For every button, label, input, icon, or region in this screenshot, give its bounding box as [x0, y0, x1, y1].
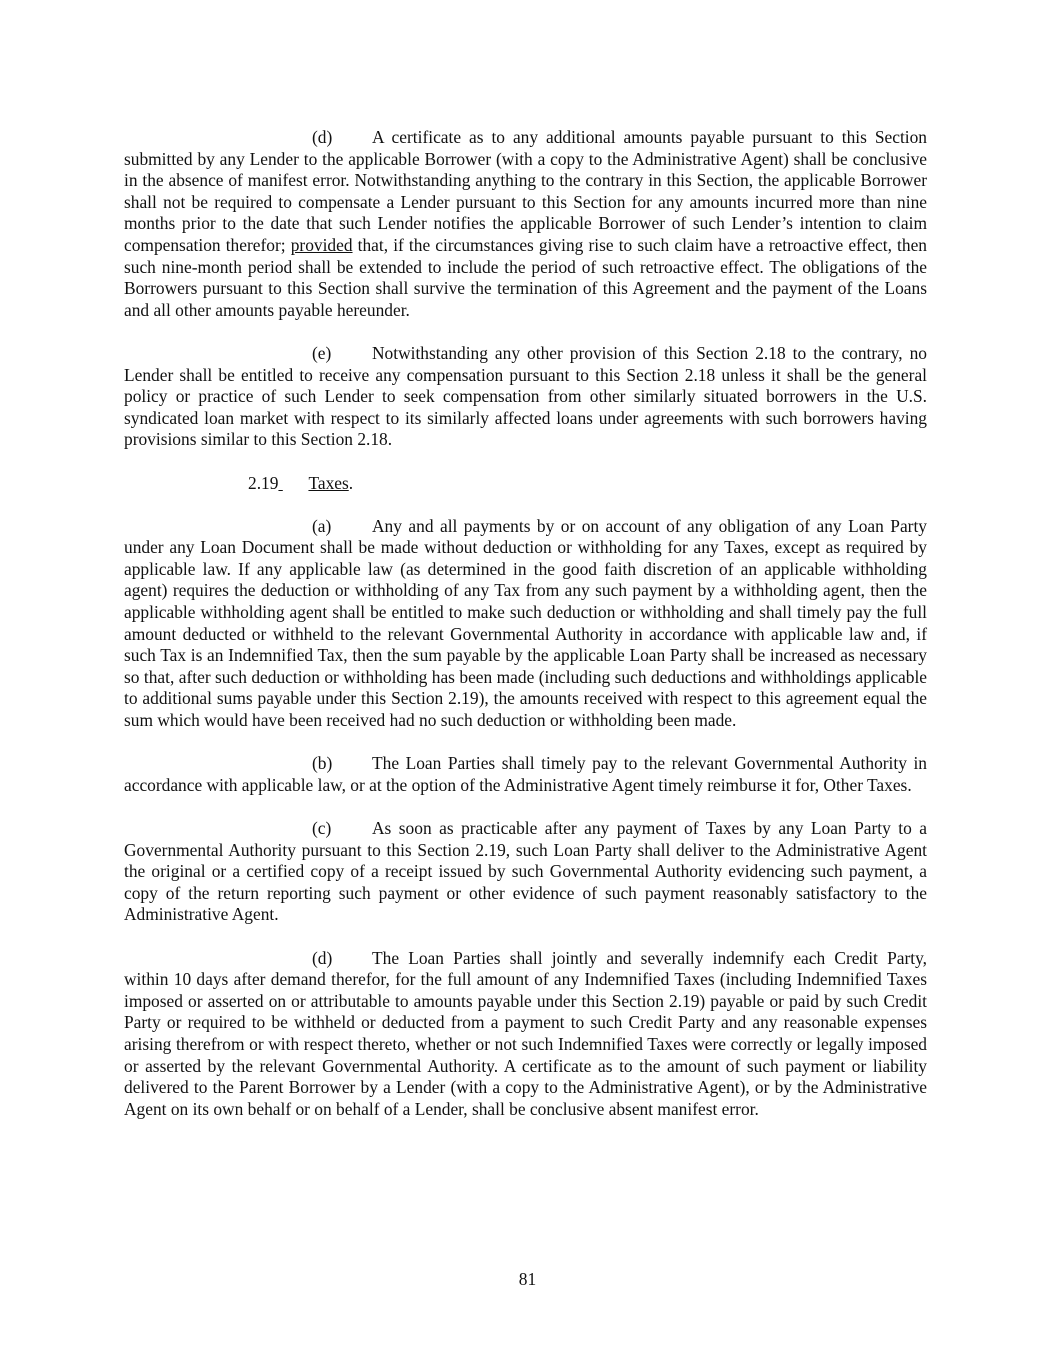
section-heading	[248, 473, 927, 495]
section-title: Taxes	[308, 472, 349, 493]
provided-term: provided	[290, 234, 353, 255]
paragraph-label: (b)	[312, 753, 333, 774]
paragraph-d-indemnify	[124, 948, 927, 1121]
paragraph-text: Notwithstanding any other provision of this Section 2.18 to the contrary, no Lender shall be entitled to receive any compensation pursuant to this Section 2.18 unless it shall be the general policy or practice of such Lender to seek compensation from other similarly situated borrowers in the U.S. syndicated loan market with respect to its similarly affected loans under agreements with such borrowers having provisions similar to this Section 2.18.	[124, 342, 927, 450]
paragraph-c-receipts	[124, 818, 927, 926]
section-underline-gap	[278, 473, 308, 495]
paragraph-b-other-taxes	[124, 753, 927, 796]
paragraph-e-compensation	[124, 343, 927, 451]
paragraph-label: (c)	[312, 818, 332, 838]
paragraph-label: (d)	[312, 947, 333, 968]
paragraph-text: A certificate as to any additional amounts payable pursuant to this Section submitted by any Lender to the applicable Borrower (with a copy to the Administrative Agent) shall be conclusive in the absence of manifest error. Notwithstanding anything to the contrary in this Section, the applicable Borrower shall not be required to compensate a Lender pursuant to this Section for any amounts incurred more than nine months prior to the date that such Lender notifies the applicable Borrower of such Lender’s intention to claim compensation therefor;	[124, 127, 927, 255]
paragraph-a-taxes	[124, 516, 927, 732]
paragraph-label: (d)	[312, 127, 333, 147]
paragraph-text: The Loan Parties shall timely pay to the relevant Governmental Authority in accordance with applicable law, or at the option of the Administrative Agent timely reimburse it for, Other Taxes.	[124, 753, 927, 795]
paragraph-text: The Loan Parties shall jointly and severally indemnify each Credit Party, within 10 days after demand therefor, for the full amount of any Indemnified Taxes (including Indemnified Taxes imposed or asserted on or attributable to amounts payable under this Section 2.19) payable or paid by such Credit Party or required to be withheld or deducted from a payment to such Credit Party and any reasonable expenses arising therefrom or with respect thereto, whether or not such Indemnified Taxes were correctly or legally imposed or asserted by the relevant Governmental Authority. A certificate as to the amount of such payment or liability delivered to the Parent Borrower by a Lender (with a copy to the Administrative Agent), or by the Administrative Agent on its own behalf or on behalf of a Lender, shall be conclusive absent manifest error.	[124, 947, 927, 1119]
paragraph-d-certificate	[124, 127, 927, 321]
section-period: .	[348, 472, 354, 493]
paragraph-text-continued: that, if the circumstances giving rise to such claim have a retroactive effect, then such nine-month period shall be extended to include the period of such retroactive effect. The obligations of the Borrowers pursuant to this Section shall survive the termination of this Agreement and the payment of the Loans and all other amounts payable hereunder.	[124, 234, 928, 320]
paragraph-label: (a)	[312, 515, 332, 536]
paragraph-text: As soon as practicable after any payment of Taxes by any Loan Party to a Governmental Authority pursuant to this Section 2.19, such Loan Party shall deliver to the Administrative Agent the original or a certified copy of a receipt issued by such Governmental Authority evidencing such payment, a copy of the return reporting such payment or other evidence of such payment reasonably satisfactory to the Administrative Agent.	[124, 818, 927, 925]
paragraph-label: (e)	[312, 342, 332, 363]
document-page	[124, 127, 927, 1142]
section-number: 2.19	[248, 472, 279, 493]
paragraph-text: Any and all payments by or on account of any obligation of any Loan Party under any Loan Document shall be made without deduction or withholding for any Taxes, except as required by applicable law. If any applicable law (as determined in the good faith discretion of an applicable withholding agent) requires the deduction or withholding of any Tax from any such payment by a withholding agent, then the applicable withholding agent shall be entitled to make such deduction or withholding and shall timely pay the full amount deducted or withheld to the relevant Governmental Authority in accordance with applicable law and, if such Tax is an Indemnified Tax, then the sum payable by the applicable Loan Party shall be increased as necessary so that, after such deduction or withholding has been made (including such deductions and withholdings applicable to additional sums payable under this Section 2.19), the amounts received with respect to this agreement equal the sum which would have been received had no such deduction or withholding been made.	[124, 515, 927, 731]
page-number: 81	[518, 1269, 537, 1289]
